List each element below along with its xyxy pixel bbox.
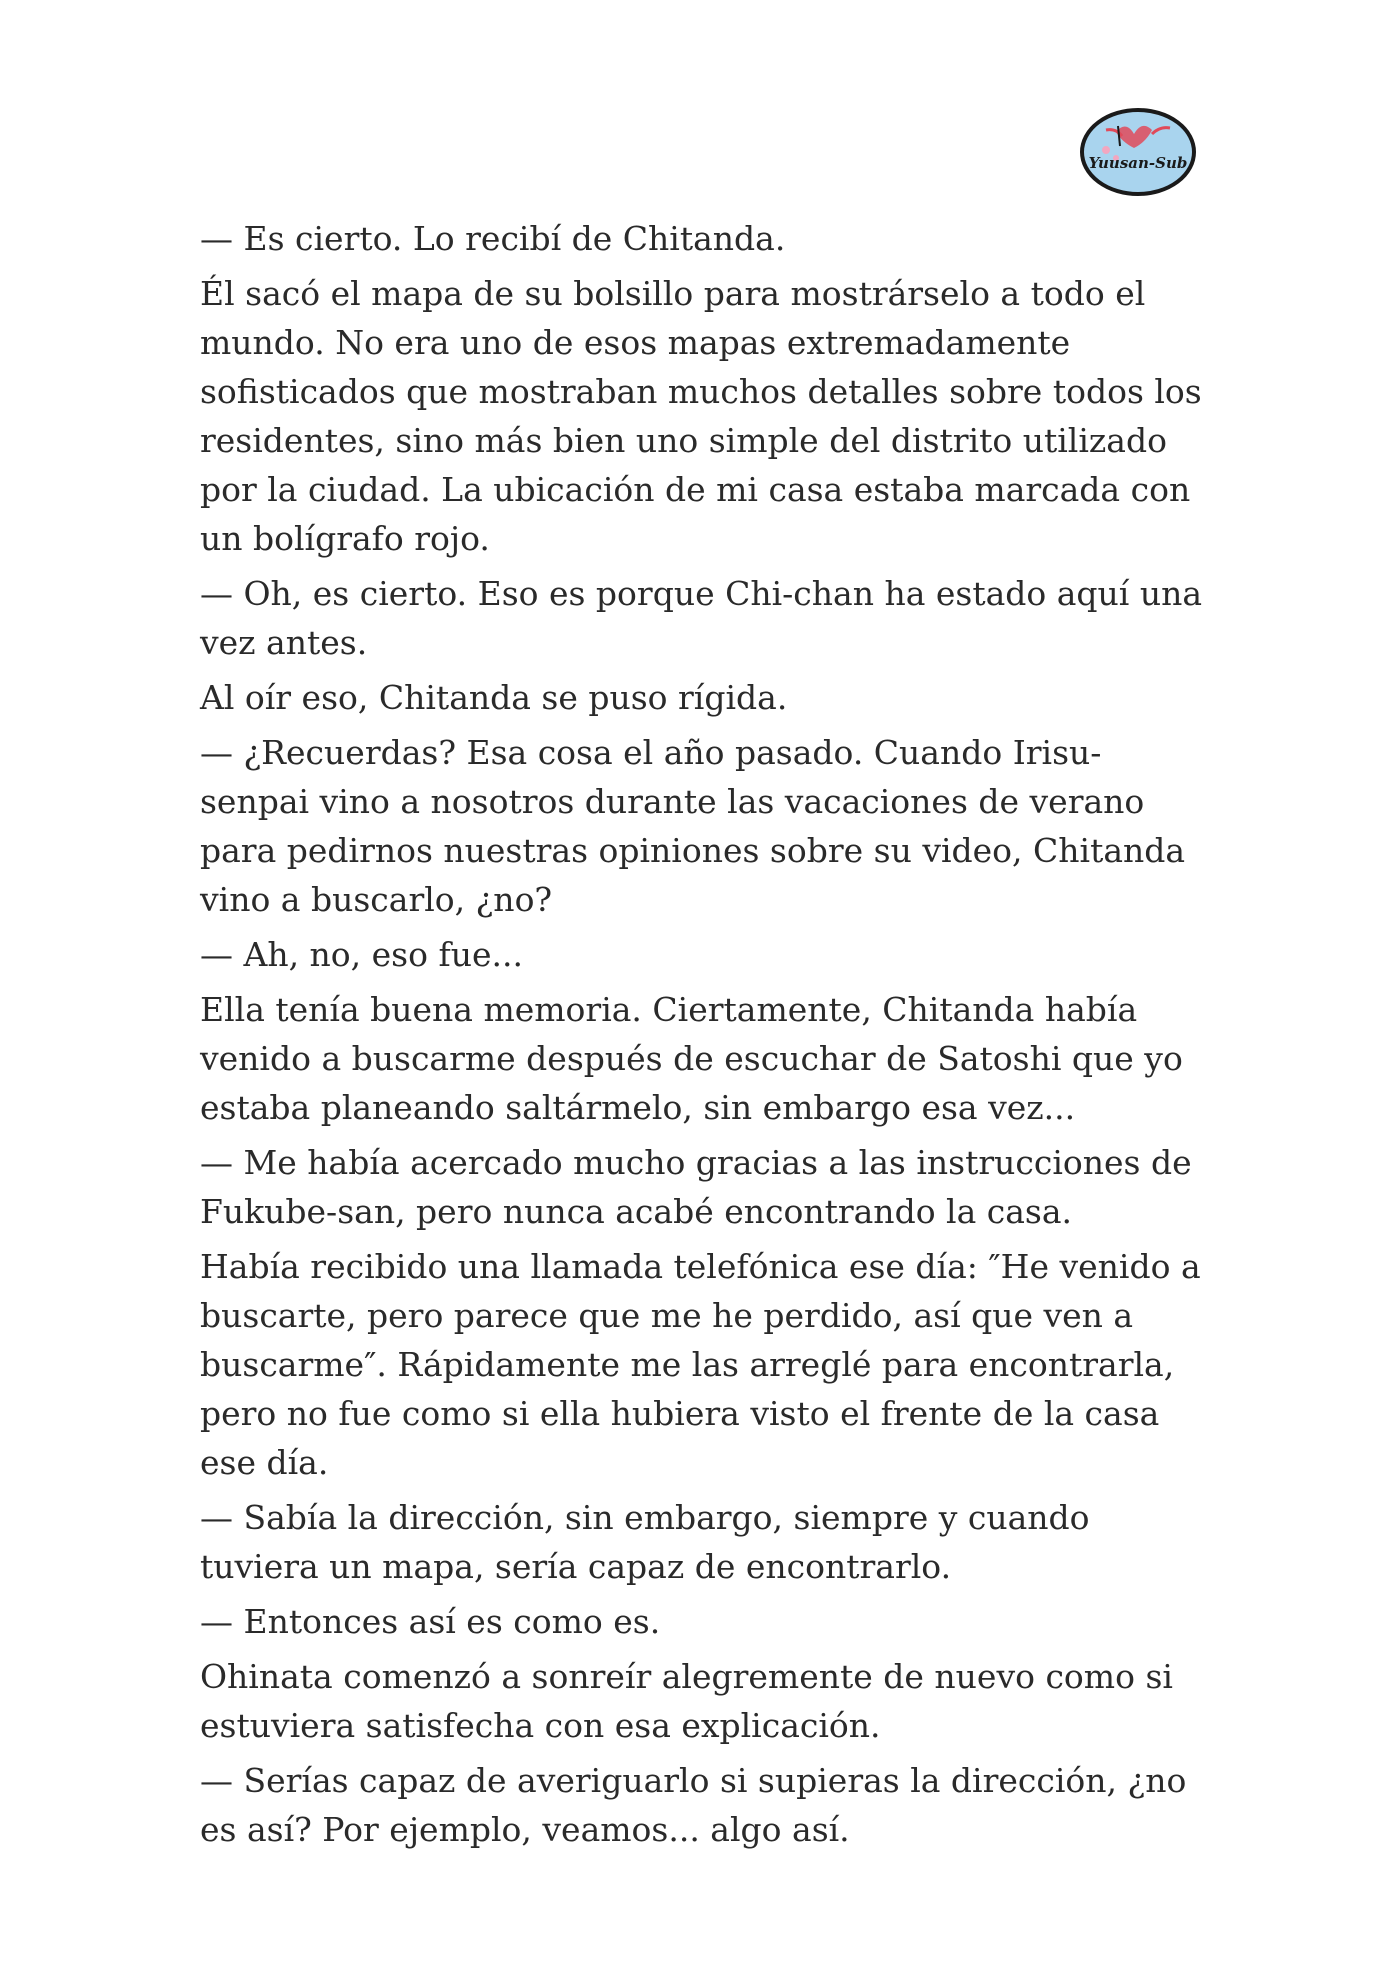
paragraph: — Me había acercado mucho gracias a las instrucciones de Fukube-san, pero nunca acabé encontrando la casa. [200,1143,1192,1231]
paragraph: Al oír eso, Chitanda se puso rígida. [200,678,788,717]
paragraph: — Sabía la dirección, sin embargo, siempre y cuando tuviera un mapa, sería capaz de encontrarlo. [200,1498,1090,1586]
paragraph: — Es cierto. Lo recibí de Chitanda. [200,219,786,258]
paragraph: — Entonces así es como es. [200,1602,661,1641]
paragraph: — Oh, es cierto. Eso es porque Chi-chan ha estado aquí una vez antes. [200,574,1203,662]
paragraph: Había recibido una llamada telefónica ese día: ″He venido a buscarte, pero parece que me he perdido, así que ven a buscarme″. Rápidamente me las arreglé para encontrarla, pero no fue como si ella hubiera visto el frente de la casa ese día. [200,1247,1201,1482]
logo-text: Yuusan-Sub [1088,154,1188,172]
heart-wings-logo-icon [1076,102,1200,198]
body-text [200,214,1210,1860]
paragraph: Él sacó el mapa de su bolsillo para mostrárselo a todo el mundo. No era uno de esos mapas extremadamente sofisticados que mostraban muchos detalles sobre todos los residentes, sino más bien uno simple del distrito utilizado por la ciudad. La ubicación de mi casa estaba marcada con un bolígrafo rojo. [200,274,1202,558]
paragraph: — ¿Recuerdas? Esa cosa el año pasado. Cuando Irisu-senpai vino a nosotros durante las vacaciones de verano para pedirnos nuestras opiniones sobre su video, Chitanda vino a buscarlo, ¿no? [200,733,1186,919]
paragraph: — Serías capaz de averiguarlo si supieras la dirección, ¿no es así? Por ejemplo, veamos... algo así. [200,1761,1187,1849]
watermark-logo [1076,102,1200,198]
paragraph: — Ah, no, eso fue... [200,935,523,974]
paragraph: Ohinata comenzó a sonreír alegremente de nuevo como si estuviera satisfecha con esa explicación. [200,1657,1173,1745]
paragraph: Ella tenía buena memoria. Ciertamente, Chitanda había venido a buscarme después de escuchar de Satoshi que yo estaba planeando saltármelo, sin embargo esa vez... [200,990,1183,1127]
